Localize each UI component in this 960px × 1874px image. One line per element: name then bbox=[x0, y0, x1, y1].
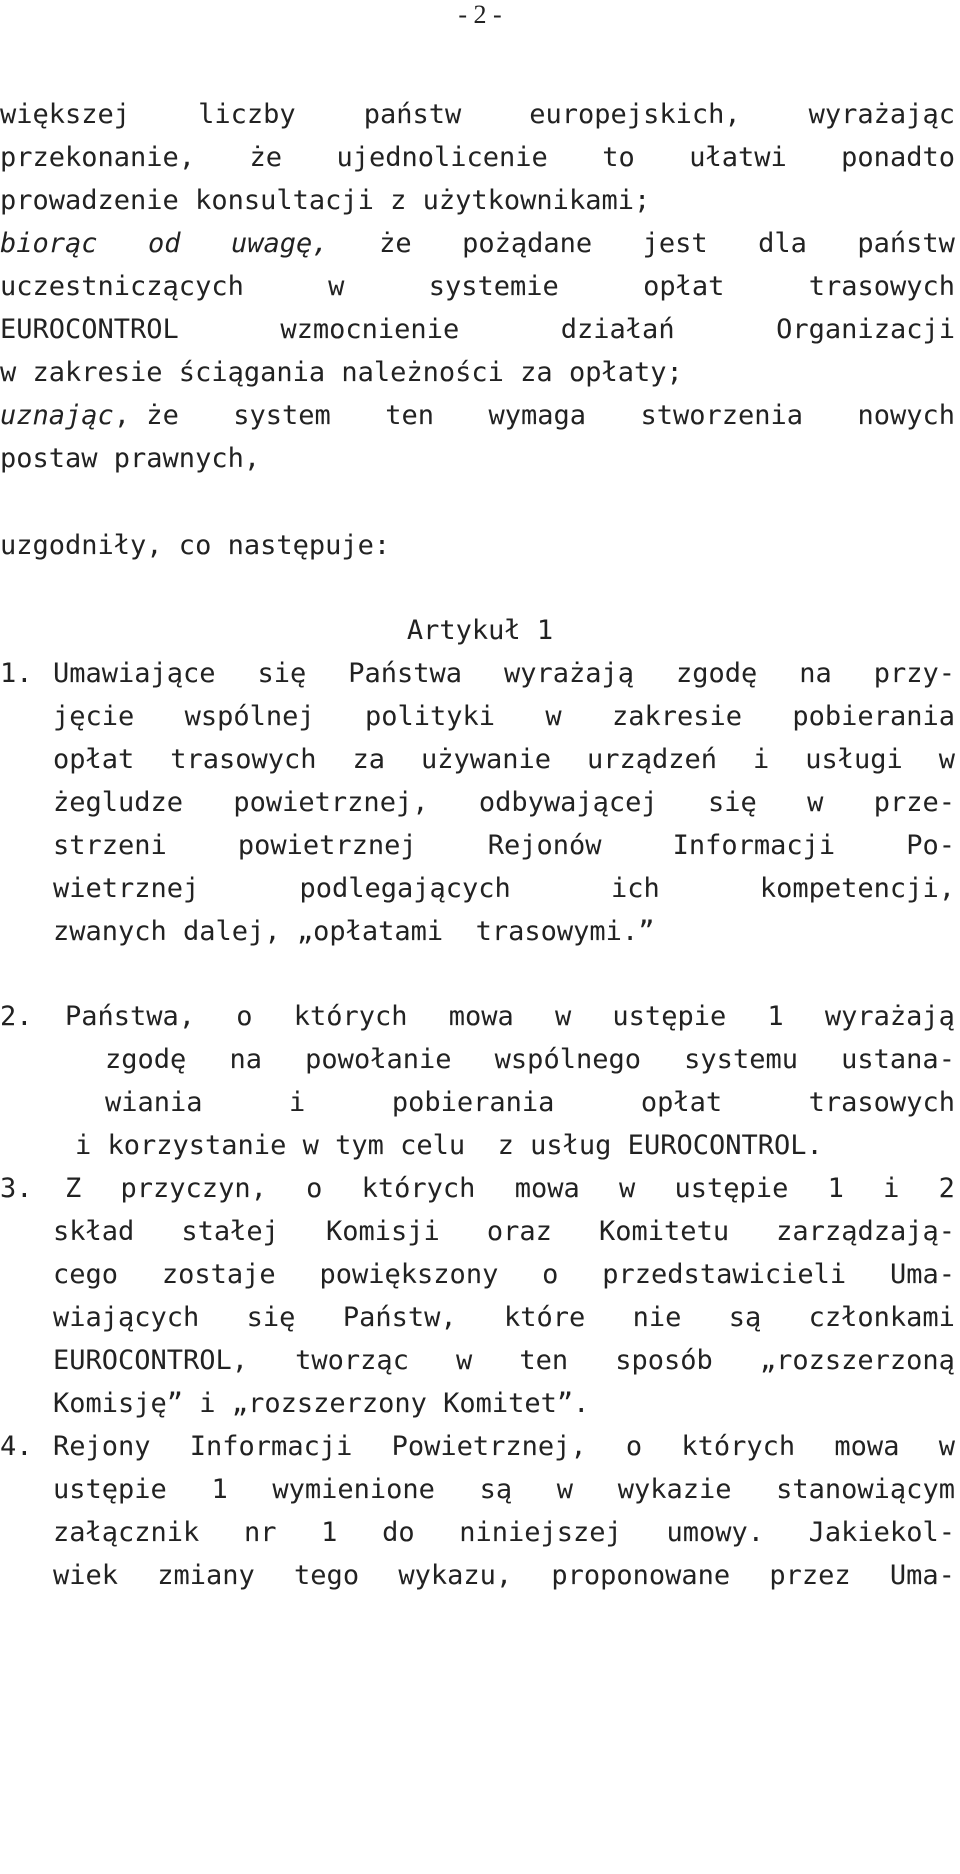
word: przez bbox=[769, 1560, 851, 1591]
word: o bbox=[306, 1173, 323, 1204]
word: wyrażają bbox=[504, 658, 635, 689]
word: pobierania bbox=[391, 1087, 555, 1118]
word: w bbox=[545, 701, 562, 732]
word: proponowane bbox=[551, 1560, 731, 1591]
word: trasowych bbox=[808, 1087, 955, 1118]
word: zakresie bbox=[612, 701, 743, 732]
word: uczestniczących bbox=[0, 271, 244, 302]
word: przedstawicieli bbox=[602, 1259, 847, 1290]
word: że bbox=[249, 142, 283, 173]
word: 1 bbox=[321, 1517, 338, 1548]
word: które bbox=[503, 1302, 586, 1333]
word: powietrznej bbox=[237, 830, 417, 861]
article-heading: Artykuł 1 bbox=[406, 615, 554, 646]
word: o bbox=[542, 1259, 559, 1290]
word: Rejonów bbox=[487, 830, 602, 861]
word: tego bbox=[294, 1560, 360, 1591]
paragraph-4-number: 4. bbox=[0, 1431, 33, 1462]
word: Powietrznej, bbox=[391, 1431, 587, 1462]
word: się bbox=[246, 1302, 296, 1333]
preamble-line-3: prowadzenie konsultacji z użytkownikami; bbox=[0, 185, 651, 216]
word: trasowych bbox=[170, 744, 317, 775]
word: załącznik bbox=[53, 1517, 200, 1548]
word: w bbox=[456, 1345, 473, 1376]
word: Komitetu bbox=[599, 1216, 730, 1247]
word: nowych bbox=[857, 400, 955, 431]
word: do bbox=[382, 1517, 415, 1548]
italic-word: biorąc bbox=[0, 228, 98, 259]
word: mowa bbox=[834, 1431, 900, 1462]
word: i bbox=[883, 1173, 900, 1204]
word: mowa bbox=[514, 1173, 580, 1204]
word: jęcie bbox=[53, 701, 135, 732]
word: trasowych bbox=[808, 271, 955, 302]
word: o bbox=[236, 1001, 253, 1032]
word: wiek bbox=[53, 1560, 119, 1591]
paragraph-3-line-4 bbox=[53, 1298, 955, 1338]
paragraph-4-line-3 bbox=[53, 1513, 955, 1553]
word: przy- bbox=[873, 658, 955, 689]
word: stworzenia bbox=[640, 400, 804, 431]
paragraph-3-line-5 bbox=[53, 1341, 955, 1381]
word: ustępie bbox=[612, 1001, 727, 1032]
word: żegludze bbox=[53, 787, 184, 818]
word: nr bbox=[243, 1517, 277, 1548]
word: używanie bbox=[420, 744, 552, 775]
paragraph-1-number: 1. bbox=[0, 658, 33, 689]
word: przekonanie, bbox=[0, 142, 196, 173]
word: na bbox=[229, 1044, 262, 1075]
paragraph-1-line-5 bbox=[53, 826, 955, 866]
word: 2 bbox=[938, 1173, 955, 1204]
word: w bbox=[807, 787, 824, 818]
word: usługi bbox=[805, 744, 903, 775]
word: powietrznej, bbox=[233, 787, 429, 818]
paragraph-1-line-7: zwanych dalej, „opłatami trasowymi.” bbox=[53, 916, 655, 947]
word: w bbox=[556, 1474, 574, 1505]
preamble-line-1 bbox=[0, 95, 955, 135]
page-number: - 2 - bbox=[458, 0, 502, 29]
word: ustępie bbox=[53, 1474, 167, 1505]
word: Umawiające bbox=[53, 658, 216, 689]
paragraph-2-line-1 bbox=[65, 997, 955, 1037]
word: wiających bbox=[53, 1302, 200, 1333]
word: członkami bbox=[808, 1302, 955, 1333]
word: w bbox=[938, 1431, 955, 1462]
paragraph-2-number: 2. bbox=[0, 1001, 33, 1032]
word: wykazu, bbox=[398, 1560, 513, 1591]
word: jest bbox=[642, 228, 708, 259]
paragraph-3-line-1 bbox=[65, 1169, 955, 1209]
word: ten bbox=[385, 400, 435, 431]
paragraph-4-line-1 bbox=[53, 1427, 955, 1467]
paragraph-2-line-3 bbox=[105, 1083, 955, 1123]
paragraph-3-line-2 bbox=[53, 1212, 955, 1252]
word: wspólnej bbox=[184, 701, 315, 732]
word: i bbox=[752, 744, 770, 775]
word: się bbox=[707, 787, 757, 818]
paragraph-2-line-2 bbox=[105, 1040, 955, 1080]
word: EUROCONTROL bbox=[0, 314, 179, 345]
word: polityki bbox=[365, 701, 496, 732]
word: systemu bbox=[684, 1044, 798, 1075]
word: nie bbox=[632, 1302, 682, 1333]
word: są bbox=[728, 1302, 762, 1333]
preamble-line-5 bbox=[0, 267, 955, 307]
word: że bbox=[379, 228, 412, 259]
word: zostaje bbox=[161, 1259, 276, 1290]
word: zgodę bbox=[105, 1044, 187, 1075]
word: zarządzają- bbox=[776, 1216, 955, 1247]
paragraph-4-line-2 bbox=[53, 1470, 955, 1510]
word: których bbox=[361, 1173, 476, 1204]
word: ułatwi bbox=[689, 142, 787, 173]
word: Po- bbox=[906, 830, 955, 861]
word: Uma- bbox=[889, 1259, 955, 1290]
word: 1 bbox=[211, 1474, 228, 1505]
paragraph-3-line-3 bbox=[53, 1255, 955, 1295]
word: dla bbox=[758, 228, 807, 259]
word: w bbox=[619, 1173, 636, 1204]
word: EUROCONTROL, bbox=[53, 1345, 249, 1376]
word: strzeni bbox=[53, 830, 167, 861]
word: państw bbox=[363, 99, 462, 130]
word: kompetencji, bbox=[759, 873, 955, 904]
word: ten bbox=[519, 1345, 569, 1376]
word: Z bbox=[65, 1173, 82, 1204]
word: to bbox=[602, 142, 635, 173]
word: tworząc bbox=[295, 1345, 409, 1376]
word: pobierania bbox=[792, 701, 955, 732]
word: ponadto bbox=[841, 142, 955, 173]
word: działań bbox=[560, 314, 675, 345]
word: Jakiekol- bbox=[808, 1517, 955, 1548]
paragraph-4-line-4 bbox=[53, 1556, 955, 1596]
preamble-line-6 bbox=[0, 310, 955, 350]
word: niniejszej bbox=[459, 1517, 622, 1548]
word: wspólnego bbox=[494, 1044, 641, 1075]
paragraph-1-line-4 bbox=[53, 783, 955, 823]
word: powołanie bbox=[305, 1044, 452, 1075]
word: Państwa bbox=[348, 658, 463, 689]
italic-word: uznając bbox=[0, 400, 114, 431]
word: Rejony bbox=[53, 1431, 151, 1462]
word: „rozszerzoną bbox=[759, 1345, 955, 1376]
word: ujednolicenie bbox=[336, 142, 548, 173]
word: Uma- bbox=[889, 1560, 955, 1591]
word: 1 bbox=[827, 1173, 844, 1204]
word: podlegających bbox=[299, 873, 511, 904]
word: w bbox=[938, 744, 955, 775]
word: za bbox=[352, 744, 386, 775]
word: ustana- bbox=[841, 1044, 955, 1075]
word: opłat bbox=[53, 744, 135, 775]
word: wietrznej bbox=[53, 873, 200, 904]
word: państw bbox=[857, 228, 955, 259]
word: odbywającej bbox=[478, 787, 658, 818]
word: wyrażając bbox=[808, 99, 955, 130]
word: zgodę bbox=[676, 658, 758, 689]
word: prze- bbox=[873, 787, 955, 818]
word: przyczyn, bbox=[120, 1173, 267, 1204]
word: pożądane bbox=[462, 228, 593, 259]
italic-word: uwagę, bbox=[231, 228, 329, 259]
word: wymienione bbox=[272, 1474, 435, 1505]
word: ich bbox=[610, 873, 660, 904]
word: system bbox=[233, 400, 331, 431]
word: europejskich, bbox=[529, 99, 741, 130]
word: są bbox=[479, 1474, 513, 1505]
word: na bbox=[799, 658, 832, 689]
word: stanowiącym bbox=[776, 1474, 955, 1505]
word: ustępie bbox=[674, 1173, 789, 1204]
word: Informacji bbox=[672, 830, 836, 861]
word: zmiany bbox=[157, 1560, 255, 1591]
word: urządzeń bbox=[586, 744, 718, 775]
word: Informacji bbox=[189, 1431, 353, 1462]
word: Państw, bbox=[342, 1302, 457, 1333]
preamble-line-2 bbox=[0, 138, 955, 178]
word: Komisji bbox=[326, 1216, 440, 1247]
word: się bbox=[257, 658, 307, 689]
paragraph-2-line-4: i korzystanie w tym celu z usług EUROCONTROL. bbox=[75, 1130, 823, 1161]
word: umowy. bbox=[666, 1517, 764, 1548]
word: Państwa, bbox=[65, 1001, 196, 1032]
paragraph-3-line-6: Komisję” i „rozszerzony Komitet”. bbox=[53, 1388, 590, 1419]
preamble-line-9: postaw prawnych, bbox=[0, 443, 261, 474]
preamble-line-8 bbox=[0, 396, 955, 436]
word: wyrażają bbox=[824, 1001, 955, 1032]
word: liczby bbox=[198, 99, 296, 130]
word: wzmocnienie bbox=[280, 314, 460, 345]
word: sposób bbox=[615, 1345, 713, 1376]
preamble-line-4 bbox=[0, 224, 955, 264]
word: których bbox=[293, 1001, 408, 1032]
word bbox=[0, 396, 179, 436]
word: wykazie bbox=[617, 1474, 732, 1505]
word: opłat bbox=[640, 1087, 723, 1118]
word: stałej bbox=[181, 1216, 279, 1247]
word: oraz bbox=[486, 1216, 552, 1247]
word: o bbox=[625, 1431, 643, 1462]
word: systemie bbox=[428, 271, 559, 302]
word: cego bbox=[53, 1259, 119, 1290]
word: opłat bbox=[643, 271, 725, 302]
italic-word: od bbox=[148, 228, 181, 259]
paragraph-1-line-2 bbox=[53, 697, 955, 737]
word: skład bbox=[53, 1216, 135, 1247]
agreed-statement: uzgodniły, co następuje: bbox=[0, 530, 391, 561]
word: których bbox=[681, 1431, 796, 1462]
word: wymaga bbox=[488, 400, 587, 431]
paragraph-1-line-6 bbox=[53, 869, 955, 909]
word: i bbox=[289, 1087, 306, 1118]
paragraph-1-line-3 bbox=[53, 740, 955, 780]
paragraph-3-number: 3. bbox=[0, 1173, 33, 1204]
word: wiania bbox=[105, 1087, 203, 1118]
preamble-line-7: w zakresie ściągania należności za opłaty; bbox=[0, 357, 683, 388]
word: 1 bbox=[767, 1001, 784, 1032]
paragraph-1-line-1 bbox=[53, 654, 955, 694]
word: mowa bbox=[448, 1001, 514, 1032]
word: w bbox=[328, 271, 345, 302]
word: Organizacji bbox=[776, 314, 955, 345]
word: powiększony bbox=[319, 1259, 499, 1290]
word: w bbox=[554, 1001, 572, 1032]
word: większej bbox=[0, 99, 131, 130]
word: , że bbox=[113, 400, 179, 431]
